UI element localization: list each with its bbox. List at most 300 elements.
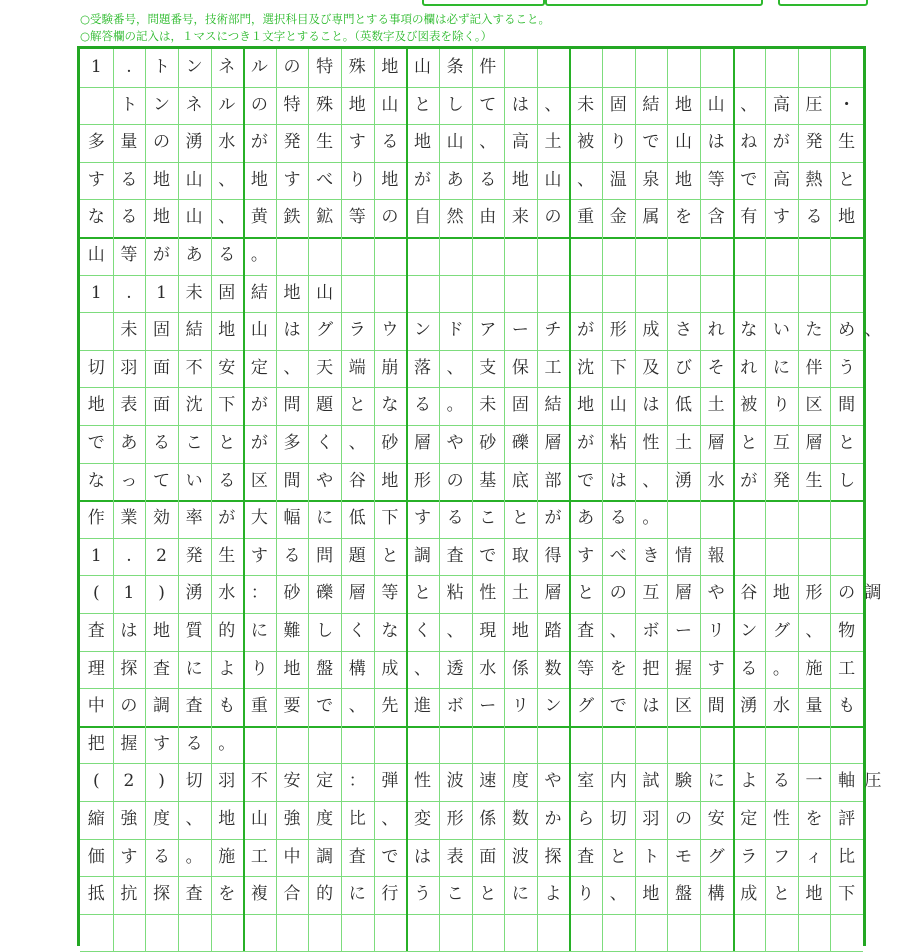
answer-character: 査 <box>577 621 595 641</box>
answer-character: 多 <box>87 132 105 153</box>
answer-character: 地 <box>642 884 660 905</box>
answer-character: 、 <box>577 169 595 190</box>
answer-character: 強 <box>120 809 138 829</box>
answer-character: 固 <box>218 282 236 303</box>
answer-character: 面 <box>153 395 171 416</box>
answer-character: 山 <box>87 245 105 265</box>
answer-character: 未 <box>185 282 203 303</box>
answer-character: ： <box>250 583 268 604</box>
answer-character: 発 <box>185 545 203 566</box>
answer-character: 山 <box>414 57 432 77</box>
answer-character: に <box>707 771 725 792</box>
answer-character: 調 <box>414 545 432 566</box>
answer-character: と <box>609 846 627 867</box>
answer-character: 大 <box>250 508 268 529</box>
answer-character: 地 <box>414 132 432 153</box>
answer-character: ン <box>185 57 203 77</box>
answer-character: 率 <box>185 508 203 529</box>
answer-character: 査 <box>153 658 171 679</box>
answer-character: 地 <box>772 583 790 604</box>
answer-character: 、 <box>185 809 203 829</box>
answer-character: 、 <box>609 621 627 641</box>
answer-character: 取 <box>511 545 529 566</box>
answer-character: す <box>414 508 432 529</box>
answer-character: 合 <box>283 884 301 905</box>
header-box-exam-number <box>422 0 545 6</box>
answer-character: 層 <box>707 433 725 453</box>
answer-character: 保 <box>511 357 529 378</box>
answer-character: ・ <box>838 94 856 115</box>
answer-character: の <box>120 696 138 717</box>
answer-character: 験 <box>675 771 693 792</box>
answer-character: 生 <box>316 132 334 153</box>
answer-character: ン <box>414 320 432 341</box>
answer-character: 不 <box>185 357 203 378</box>
answer-character: 被 <box>740 395 758 416</box>
answer-character: 山 <box>185 169 203 190</box>
answer-character: 量 <box>120 132 138 153</box>
answer-character: 安 <box>283 771 301 792</box>
answer-character: 。 <box>218 733 236 754</box>
answer-character: 互 <box>772 433 790 453</box>
answer-character: る <box>153 846 171 867</box>
answer-character: 業 <box>120 508 138 529</box>
answer-character: 特 <box>283 94 301 115</box>
answer-character: 握 <box>675 658 693 679</box>
answer-character: 試 <box>642 771 660 792</box>
answer-character: で <box>642 132 660 153</box>
answer-character: る <box>120 169 138 190</box>
answer-character: 成 <box>642 320 660 341</box>
answer-character: 作 <box>87 508 105 529</box>
answer-character: 層 <box>805 433 823 453</box>
answer-character: 2 <box>156 545 167 566</box>
answer-character: ね <box>740 132 758 153</box>
answer-character: 湧 <box>185 132 203 153</box>
answer-character: 圧 <box>864 771 882 792</box>
answer-character: 属 <box>642 207 660 228</box>
answer-character: 高 <box>772 169 790 190</box>
answer-character: 部 <box>544 470 562 491</box>
answer-character: 探 <box>544 846 562 867</box>
answer-character: 安 <box>218 357 236 378</box>
answer-character: ル <box>250 57 268 77</box>
answer-character: 的 <box>316 884 334 905</box>
answer-character: 、 <box>348 696 366 717</box>
answer-character: 進 <box>414 696 432 717</box>
answer-character: 構 <box>707 884 725 905</box>
answer-character: は <box>283 320 301 341</box>
answer-character: . <box>126 57 132 77</box>
answer-character: と <box>414 94 432 115</box>
answer-character: 羽 <box>120 357 138 378</box>
answer-character: グ <box>772 621 790 641</box>
answer-character: 粘 <box>609 433 627 453</box>
answer-character: や <box>707 583 725 604</box>
answer-character: 山 <box>675 132 693 153</box>
answer-character: 水 <box>218 132 236 153</box>
answer-character: 地 <box>153 621 171 641</box>
answer-character: 地 <box>218 809 236 829</box>
answer-character: 踏 <box>544 621 562 641</box>
answer-character: ネ <box>218 57 236 77</box>
answer-character: 泉 <box>642 169 660 190</box>
answer-character: 速 <box>479 771 497 792</box>
answer-character: 地 <box>577 395 595 416</box>
answer-character: で <box>381 846 399 867</box>
answer-character: ド <box>446 320 464 341</box>
answer-character: . <box>126 282 132 303</box>
answer-character: 抗 <box>120 884 138 905</box>
answer-character: 生 <box>805 470 823 491</box>
answer-character: 問 <box>283 395 301 416</box>
answer-character: 、 <box>446 357 464 378</box>
answer-character: し <box>446 94 464 115</box>
answer-character: べ <box>609 545 627 566</box>
answer-character: と <box>511 508 529 529</box>
answer-character: 山 <box>609 395 627 416</box>
answer-character: の <box>544 207 562 228</box>
answer-character: と <box>348 395 366 416</box>
answer-character: 2 <box>123 771 135 792</box>
answer-character: 査 <box>185 696 203 717</box>
answer-character: す <box>120 846 138 867</box>
answer-character: い <box>185 470 203 491</box>
answer-character: 発 <box>283 132 301 153</box>
answer-character: 、 <box>218 169 236 190</box>
answer-character: 面 <box>479 846 497 867</box>
answer-character: こ <box>479 508 497 529</box>
answer-character: 軸 <box>838 771 856 792</box>
answer-character: ー <box>511 320 529 341</box>
answer-character: 発 <box>772 470 790 491</box>
answer-character: を <box>609 658 627 679</box>
answer-character: 、 <box>348 433 366 453</box>
answer-character: 及 <box>642 357 660 378</box>
answer-character: 室 <box>577 771 595 792</box>
answer-character: 地 <box>218 320 236 341</box>
answer-character: 表 <box>446 846 464 867</box>
answer-character: あ <box>185 245 203 265</box>
answer-character: ー <box>479 696 497 717</box>
answer-character: 山 <box>544 169 562 190</box>
header-box-page <box>778 0 868 6</box>
answer-character: さ <box>675 320 693 341</box>
answer-character: 来 <box>511 207 529 228</box>
answer-character: 先 <box>381 696 399 717</box>
answer-character: 未 <box>577 94 595 115</box>
answer-character: 水 <box>479 658 497 679</box>
header-box-subject <box>545 0 763 6</box>
answer-character: 含 <box>707 207 725 228</box>
answer-character: 現 <box>479 621 497 641</box>
answer-character: 。 <box>446 395 464 416</box>
answer-character: で <box>316 696 334 717</box>
answer-character: 層 <box>414 433 432 453</box>
answer-character: し <box>838 470 856 491</box>
answer-character: 高 <box>511 132 529 153</box>
answer-character: が <box>250 433 268 453</box>
answer-character: . <box>126 545 132 566</box>
answer-character: び <box>675 357 693 378</box>
answer-character: 沈 <box>185 395 203 416</box>
answer-character: 地 <box>805 884 823 905</box>
answer-character: り <box>348 169 366 190</box>
answer-character: で <box>479 545 497 566</box>
answer-character: 層 <box>544 433 562 453</box>
answer-character: 抵 <box>87 884 105 905</box>
answer-character: の <box>283 57 301 77</box>
answer-character: い <box>772 320 790 341</box>
answer-character: の <box>675 809 693 829</box>
answer-character: 支 <box>479 357 497 378</box>
answer-character: 中 <box>87 696 105 717</box>
answer-character: ト <box>153 57 171 77</box>
answer-character: 区 <box>250 470 268 491</box>
answer-character: 工 <box>250 846 268 867</box>
answer-character: す <box>707 658 725 679</box>
answer-character: 1 <box>90 545 102 566</box>
answer-character: 山 <box>381 94 399 115</box>
answer-character: は <box>642 395 660 416</box>
answer-character: な <box>740 320 758 341</box>
answer-character: 崩 <box>381 357 399 378</box>
answer-character: 比 <box>838 846 856 867</box>
answer-character: 切 <box>87 357 105 378</box>
answer-character: 湧 <box>675 470 693 491</box>
answer-character: が <box>250 132 268 153</box>
answer-character: 性 <box>479 583 497 604</box>
answer-character: 山 <box>707 94 725 115</box>
answer-character: 形 <box>446 809 464 829</box>
answer-character: も <box>838 696 856 717</box>
answer-character: 地 <box>153 207 171 228</box>
answer-character: 間 <box>838 395 856 416</box>
answer-character: よ <box>218 658 236 679</box>
answer-character: 下 <box>381 508 399 529</box>
answer-character: 複 <box>250 884 268 905</box>
answer-character: 定 <box>250 357 268 378</box>
answer-character: が <box>772 132 790 153</box>
answer-character: 、 <box>414 658 432 679</box>
answer-character: る <box>120 207 138 228</box>
answer-character: 地 <box>283 658 301 679</box>
answer-character: 端 <box>348 357 366 378</box>
answer-character: モ <box>675 846 693 867</box>
answer-character: 表 <box>120 395 138 416</box>
answer-character: 地 <box>381 57 399 77</box>
answer-character: ウ <box>381 320 399 341</box>
answer-character: 数 <box>511 809 529 829</box>
answer-character: を <box>805 809 823 829</box>
answer-character: 条 <box>446 57 464 77</box>
answer-character: 砂 <box>479 433 497 453</box>
answer-character: 。 <box>185 846 203 867</box>
answer-character: 形 <box>609 320 627 341</box>
answer-character: 、 <box>381 809 399 829</box>
answer-character: と <box>577 583 595 604</box>
answer-character: 低 <box>348 508 366 529</box>
answer-character: 把 <box>87 733 105 754</box>
answer-character: る <box>283 545 301 566</box>
answer-character: 然 <box>446 207 464 228</box>
answer-character: る <box>414 395 432 416</box>
answer-character: 湧 <box>740 696 758 717</box>
answer-character: 沈 <box>577 357 595 378</box>
answer-character: 。 <box>250 245 268 265</box>
answer-character: 性 <box>414 771 432 792</box>
answer-character: が <box>577 433 595 453</box>
answer-character: 湧 <box>185 583 203 604</box>
answer-character: リ <box>707 621 725 641</box>
answer-character: 1 <box>90 57 102 77</box>
answer-character: ラ <box>740 846 758 867</box>
answer-character: 等 <box>577 658 595 679</box>
answer-character: 探 <box>120 658 138 679</box>
answer-character: と <box>838 169 856 190</box>
answer-character: 中 <box>283 846 301 867</box>
answer-character: 形 <box>805 583 823 604</box>
answer-character: め <box>838 320 856 341</box>
answer-character: 成 <box>740 884 758 905</box>
instruction-note-2: ○解答欄の記入は，１マスにつき１文字とすること。（英数字及び図表を除く。） <box>80 29 493 43</box>
answer-character: 定 <box>316 771 334 792</box>
answer-character: そ <box>707 357 725 378</box>
answer-character: 水 <box>218 583 236 604</box>
answer-character: 羽 <box>642 809 660 829</box>
answer-character: 地 <box>511 169 529 190</box>
answer-character: で <box>577 470 595 491</box>
answer-character: 天 <box>316 357 334 378</box>
answer-character: 自 <box>414 207 432 228</box>
answer-character: 1 <box>90 282 102 303</box>
answer-character: こ <box>446 884 464 905</box>
instruction-note-1: ○受験番号，問題番号，技術部門，選択科目及び専門とする事項の欄は必ず記入すること。 <box>80 12 551 26</box>
answer-character: に <box>316 508 334 529</box>
answer-character: 基 <box>479 470 497 491</box>
answer-character: 下 <box>218 395 236 416</box>
answer-character: 金 <box>609 207 627 228</box>
answer-character: 区 <box>675 696 693 717</box>
answer-character: 山 <box>185 207 203 228</box>
answer-sheet-grid <box>77 46 882 946</box>
answer-character: 、 <box>479 132 497 153</box>
answer-character: 1 <box>123 583 135 604</box>
answer-character: も <box>218 696 236 717</box>
answer-character: に <box>250 621 268 641</box>
answer-character: 礫 <box>511 433 529 453</box>
answer-character: 調 <box>153 696 171 717</box>
answer-character: 高 <box>772 94 790 115</box>
answer-character: 一 <box>805 771 823 792</box>
answer-character: う <box>414 884 432 905</box>
answer-character: 探 <box>153 884 171 905</box>
answer-character: 地 <box>87 395 105 416</box>
answer-character: 地 <box>381 169 399 190</box>
answer-character: 係 <box>479 809 497 829</box>
answer-character: 度 <box>153 809 171 829</box>
answer-character: 特 <box>316 57 334 77</box>
answer-character: は <box>511 94 529 115</box>
answer-character: 査 <box>577 846 595 867</box>
answer-character: ラ <box>348 320 366 341</box>
answer-character: 量 <box>805 696 823 717</box>
answer-character: 比 <box>348 809 366 829</box>
answer-character: 谷 <box>740 583 758 604</box>
answer-character: 山 <box>446 132 464 153</box>
answer-character: は <box>707 132 725 153</box>
answer-character: 施 <box>218 846 236 867</box>
answer-character: る <box>609 508 627 529</box>
answer-character: 未 <box>120 320 138 341</box>
answer-character: 施 <box>805 658 823 679</box>
answer-character: と <box>838 433 856 453</box>
answer-character: グ <box>577 696 595 717</box>
answer-character: 下 <box>838 884 856 905</box>
answer-character: 数 <box>544 658 562 679</box>
answer-character: の <box>381 207 399 228</box>
answer-character: り <box>577 884 595 905</box>
answer-character: な <box>87 207 105 228</box>
answer-character: る <box>479 169 497 190</box>
answer-character: 件 <box>479 57 497 77</box>
answer-character: 、 <box>283 357 301 378</box>
answer-character: し <box>316 621 334 641</box>
answer-character: 評 <box>838 809 856 829</box>
answer-character: が <box>250 395 268 416</box>
answer-character: 底 <box>511 470 529 491</box>
answer-character: 価 <box>87 846 105 867</box>
answer-character: 重 <box>250 696 268 717</box>
answer-character: 、 <box>446 621 464 641</box>
answer-character: 黄 <box>250 207 268 228</box>
answer-character: 山 <box>316 282 334 303</box>
answer-character: に <box>772 357 790 378</box>
answer-character: と <box>414 583 432 604</box>
answer-character: ら <box>577 809 595 829</box>
answer-character: 結 <box>544 395 562 416</box>
answer-character: り <box>250 658 268 679</box>
answer-character: の <box>153 132 171 153</box>
answer-character: 、 <box>642 470 660 491</box>
answer-character: 形 <box>414 470 432 491</box>
answer-character: 査 <box>348 846 366 867</box>
answer-character: 、 <box>864 320 882 341</box>
answer-character: べ <box>316 169 334 190</box>
answer-character: る <box>185 733 203 754</box>
answer-character: 、 <box>609 884 627 905</box>
answer-character: 報 <box>707 545 725 566</box>
answer-character: く <box>414 621 432 641</box>
answer-character: れ <box>740 357 758 378</box>
answer-character: れ <box>707 320 725 341</box>
answer-character: 等 <box>348 207 366 228</box>
answer-character: と <box>772 884 790 905</box>
answer-character: く <box>316 433 334 453</box>
answer-character: 層 <box>544 583 562 604</box>
answer-character: 。 <box>642 508 660 529</box>
answer-character: で <box>609 696 627 717</box>
answer-character: ボ <box>642 621 660 641</box>
answer-character: が <box>544 508 562 529</box>
answer-character: 殊 <box>348 57 366 77</box>
answer-character: 度 <box>316 809 334 829</box>
answer-character: 間 <box>283 470 301 491</box>
answer-character: 性 <box>642 433 660 453</box>
answer-character: 固 <box>153 320 171 341</box>
answer-character: は <box>642 696 660 717</box>
answer-character: 圧 <box>805 94 823 115</box>
